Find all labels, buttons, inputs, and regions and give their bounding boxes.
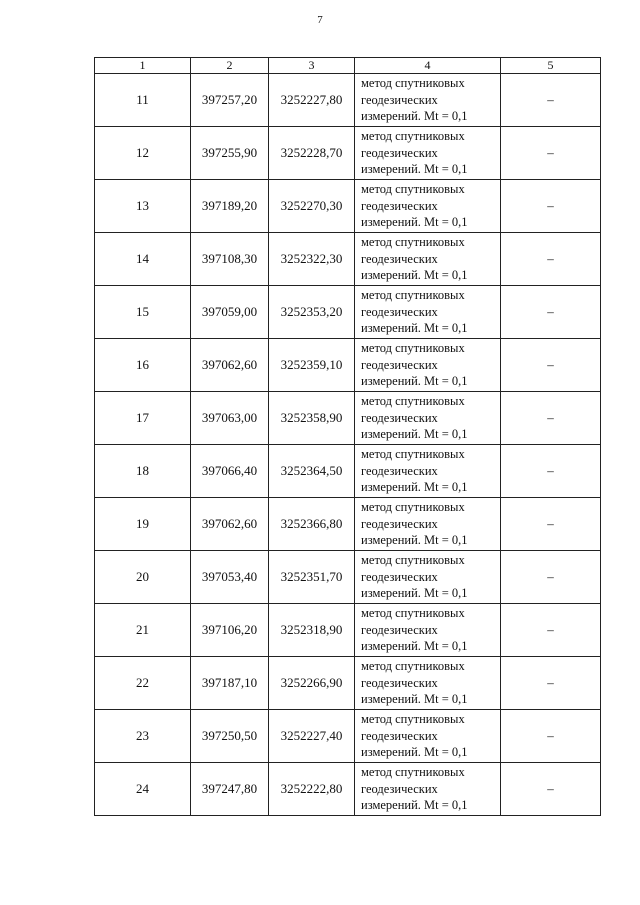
method-line: геодезических [361, 675, 438, 690]
table-row [95, 498, 601, 551]
method-cell [355, 180, 501, 233]
table-row [95, 339, 601, 392]
header-cell-4: 4 [355, 58, 501, 74]
point-number-cell: 20 [95, 551, 191, 604]
table-row [95, 127, 601, 180]
table-row [95, 445, 601, 498]
method-cell [355, 657, 501, 710]
method-line: геодезических [361, 304, 438, 319]
method-line: измерений. Mt = 0,1 [361, 639, 468, 654]
table-row [95, 392, 601, 445]
coordinate-x-cell: 397063,00 [191, 392, 269, 445]
table-row [95, 657, 601, 710]
method-cell [355, 392, 501, 445]
coordinate-y-cell: 3252351,70 [269, 551, 355, 604]
method-cell [355, 551, 501, 604]
coordinate-y-cell: 3252359,10 [269, 339, 355, 392]
method-line: геодезических [361, 251, 438, 266]
coordinate-y-cell: 3252358,90 [269, 392, 355, 445]
method-cell [355, 286, 501, 339]
header-cell-3: 3 [269, 58, 355, 74]
method-line: метод спутниковых [361, 553, 465, 568]
note-cell: – [501, 127, 601, 180]
method-cell [355, 763, 501, 816]
coordinate-x-cell: 397108,30 [191, 233, 269, 286]
note-cell: – [501, 286, 601, 339]
coordinate-x-cell: 397250,50 [191, 710, 269, 763]
method-line: геодезических [361, 198, 438, 213]
coordinate-y-cell: 3252353,20 [269, 286, 355, 339]
note-cell: – [501, 445, 601, 498]
table-row [95, 551, 601, 604]
table-row [95, 233, 601, 286]
method-line: геодезических [361, 516, 438, 531]
note-cell: – [501, 498, 601, 551]
method-line: метод спутниковых [361, 182, 465, 197]
point-number-cell: 19 [95, 498, 191, 551]
method-line: метод спутниковых [361, 76, 465, 91]
method-line: геодезических [361, 463, 438, 478]
point-number-cell: 21 [95, 604, 191, 657]
table-row [95, 74, 601, 127]
coordinate-x-cell: 397062,60 [191, 498, 269, 551]
method-line: измерений. Mt = 0,1 [361, 374, 468, 389]
method-line: измерений. Mt = 0,1 [361, 798, 468, 813]
coordinate-y-cell: 3252270,30 [269, 180, 355, 233]
coordinate-y-cell: 3252227,40 [269, 710, 355, 763]
note-cell: – [501, 551, 601, 604]
note-cell: – [501, 339, 601, 392]
method-line: измерений. Mt = 0,1 [361, 745, 468, 760]
coordinate-x-cell: 397062,60 [191, 339, 269, 392]
header-cell-2: 2 [191, 58, 269, 74]
method-line: измерений. Mt = 0,1 [361, 533, 468, 548]
coordinate-y-cell: 3252266,90 [269, 657, 355, 710]
note-cell: – [501, 392, 601, 445]
method-cell [355, 710, 501, 763]
table-header-row [95, 58, 601, 74]
method-cell [355, 445, 501, 498]
method-line: геодезических [361, 92, 438, 107]
method-line: измерений. Mt = 0,1 [361, 321, 468, 336]
coordinate-x-cell: 397066,40 [191, 445, 269, 498]
method-line: геодезических [361, 622, 438, 637]
coordinate-y-cell: 3252228,70 [269, 127, 355, 180]
note-cell: – [501, 233, 601, 286]
method-line: метод спутниковых [361, 235, 465, 250]
point-number-cell: 18 [95, 445, 191, 498]
method-line: метод спутниковых [361, 288, 465, 303]
method-line: геодезических [361, 145, 438, 160]
method-line: метод спутниковых [361, 606, 465, 621]
method-cell [355, 498, 501, 551]
coordinate-x-cell: 397247,80 [191, 763, 269, 816]
method-line: метод спутниковых [361, 765, 465, 780]
table-row [95, 286, 601, 339]
header-cell-1: 1 [95, 58, 191, 74]
method-line: геодезических [361, 781, 438, 796]
method-line: измерений. Mt = 0,1 [361, 586, 468, 601]
method-line: измерений. Mt = 0,1 [361, 109, 468, 124]
table-row [95, 710, 601, 763]
method-cell [355, 74, 501, 127]
coordinates-table [94, 57, 601, 816]
table-row [95, 180, 601, 233]
point-number-cell: 17 [95, 392, 191, 445]
point-number-cell: 14 [95, 233, 191, 286]
note-cell: – [501, 180, 601, 233]
coordinate-x-cell: 397255,90 [191, 127, 269, 180]
method-line: метод спутниковых [361, 129, 465, 144]
method-line: метод спутниковых [361, 447, 465, 462]
header-cell-5: 5 [501, 58, 601, 74]
method-line: метод спутниковых [361, 341, 465, 356]
coordinate-x-cell: 397187,10 [191, 657, 269, 710]
coordinate-y-cell: 3252227,80 [269, 74, 355, 127]
method-line: измерений. Mt = 0,1 [361, 215, 468, 230]
method-line: метод спутниковых [361, 712, 465, 727]
method-line: измерений. Mt = 0,1 [361, 162, 468, 177]
coordinate-x-cell: 397053,40 [191, 551, 269, 604]
point-number-cell: 11 [95, 74, 191, 127]
table-row [95, 604, 601, 657]
method-cell [355, 233, 501, 286]
coordinate-y-cell: 3252364,50 [269, 445, 355, 498]
method-line: метод спутниковых [361, 394, 465, 409]
method-line: метод спутниковых [361, 500, 465, 515]
note-cell: – [501, 74, 601, 127]
method-line: метод спутниковых [361, 659, 465, 674]
point-number-cell: 23 [95, 710, 191, 763]
coordinate-y-cell: 3252222,80 [269, 763, 355, 816]
method-line: геодезических [361, 357, 438, 372]
coordinate-x-cell: 397059,00 [191, 286, 269, 339]
method-line: измерений. Mt = 0,1 [361, 268, 468, 283]
method-line: измерений. Mt = 0,1 [361, 692, 468, 707]
coordinate-x-cell: 397106,20 [191, 604, 269, 657]
note-cell: – [501, 604, 601, 657]
method-cell [355, 127, 501, 180]
point-number-cell: 24 [95, 763, 191, 816]
note-cell: – [501, 763, 601, 816]
method-line: геодезических [361, 728, 438, 743]
point-number-cell: 15 [95, 286, 191, 339]
coordinate-y-cell: 3252322,30 [269, 233, 355, 286]
method-cell [355, 604, 501, 657]
method-line: измерений. Mt = 0,1 [361, 480, 468, 495]
table-body [95, 58, 601, 816]
method-cell [355, 339, 501, 392]
method-line: геодезических [361, 410, 438, 425]
point-number-cell: 22 [95, 657, 191, 710]
coordinate-y-cell: 3252318,90 [269, 604, 355, 657]
point-number-cell: 12 [95, 127, 191, 180]
coordinate-y-cell: 3252366,80 [269, 498, 355, 551]
note-cell: – [501, 657, 601, 710]
coordinate-x-cell: 397189,20 [191, 180, 269, 233]
method-line: измерений. Mt = 0,1 [361, 427, 468, 442]
point-number-cell: 16 [95, 339, 191, 392]
method-line: геодезических [361, 569, 438, 584]
point-number-cell: 13 [95, 180, 191, 233]
coordinate-x-cell: 397257,20 [191, 74, 269, 127]
note-cell: – [501, 710, 601, 763]
page-number: 7 [317, 14, 323, 26]
table-row [95, 763, 601, 816]
